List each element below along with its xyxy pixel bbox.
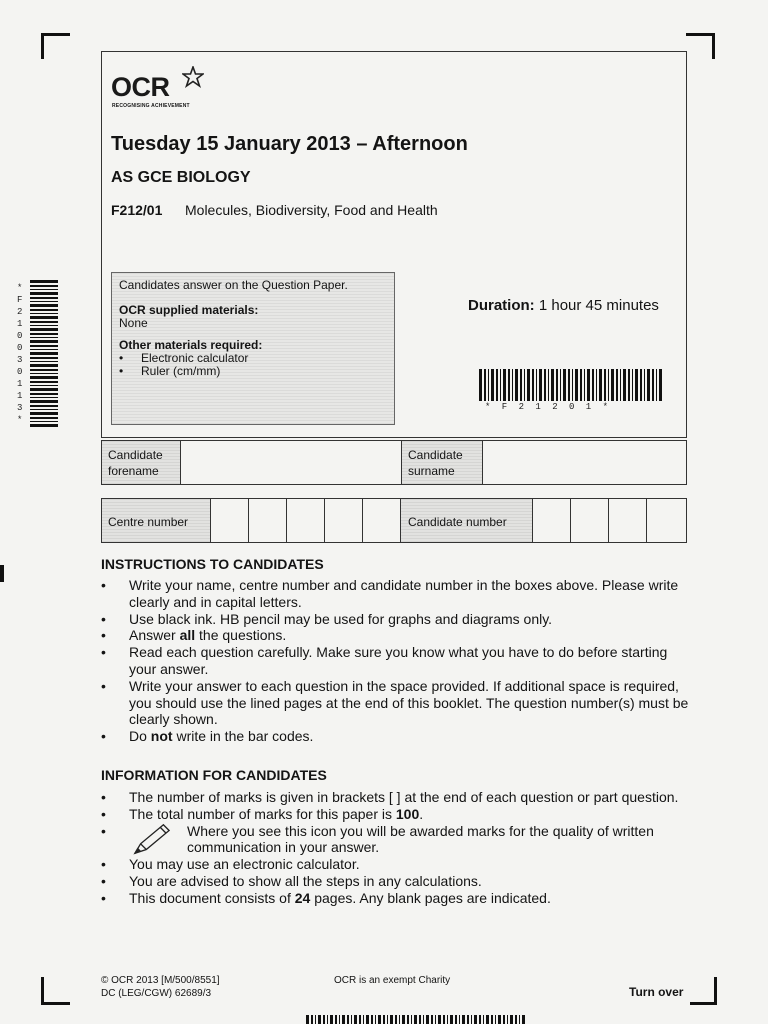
barcode-bar — [479, 1015, 481, 1024]
candidate-number-digit-3[interactable] — [609, 499, 646, 542]
barcode-bar — [479, 369, 482, 401]
barcode-bar — [399, 1015, 400, 1024]
barcode-bar — [30, 301, 58, 302]
barcode-bar — [30, 333, 58, 335]
barcode-bar — [30, 289, 58, 290]
barcode-bar — [599, 369, 602, 401]
barcode-bar — [402, 1015, 405, 1024]
barcode-bar — [532, 369, 534, 401]
turn-over: Turn over — [629, 985, 684, 999]
crop-mark-top-left-h — [41, 33, 70, 36]
barcode-bar — [30, 409, 58, 410]
barcode-bar — [455, 1015, 457, 1024]
barcode-bar — [30, 385, 58, 386]
barcode-bar — [30, 316, 58, 319]
charity-note: OCR is an exempt Charity — [334, 975, 451, 986]
logo-tagline: RECOGNISING ACHIEVEMENT — [112, 103, 190, 109]
barcode-bar — [311, 1015, 313, 1024]
barcode-side — [30, 280, 58, 430]
barcode-bar — [30, 292, 58, 295]
barcode-bar — [524, 369, 525, 401]
barcode-bar — [30, 400, 58, 403]
barcode-bar — [30, 412, 58, 415]
exam-subject: AS GCE BIOLOGY — [111, 169, 251, 186]
required-heading: Other materials required: — [119, 338, 263, 352]
barcode-bar — [378, 1015, 381, 1024]
barcode-bar — [407, 1015, 409, 1024]
barcode-bar — [330, 1015, 333, 1024]
barcode-bar — [30, 304, 58, 307]
barcode-bar — [548, 369, 549, 401]
barcode-bar — [30, 393, 58, 395]
barcode-bar — [483, 1015, 484, 1024]
crop-mark-top-left — [41, 33, 44, 59]
barcode-bar — [522, 1015, 525, 1024]
barcode-bar — [647, 369, 650, 401]
barcode-bar — [30, 381, 58, 383]
crop-mark-bottom-left — [41, 977, 44, 1005]
barcode-bar — [30, 337, 58, 338]
barcode-bar — [608, 369, 609, 401]
barcode-bar — [371, 1015, 373, 1024]
instruction-item: • Use black ink. HB pencil may be used for graphs and diagrams only. — [101, 611, 691, 628]
barcode-bar — [339, 1015, 340, 1024]
centre-number-digit-5[interactable] — [363, 499, 400, 542]
barcode-bar — [30, 328, 58, 331]
information-list — [101, 789, 691, 907]
barcode-bar — [596, 369, 597, 401]
barcode-bar — [604, 369, 606, 401]
barcode-bar — [656, 369, 657, 401]
barcode-bar — [635, 369, 638, 401]
barcode-bar — [395, 1015, 397, 1024]
barcode-bar — [474, 1015, 477, 1024]
candidate-number-digit-1[interactable] — [533, 499, 570, 542]
barcode-bar — [30, 424, 58, 427]
barcode-bar — [616, 369, 618, 401]
surname-field[interactable] — [483, 441, 686, 484]
barcode-bar — [390, 1015, 393, 1024]
barcode-bar — [500, 369, 501, 401]
barcode-bar — [484, 369, 486, 401]
instructions-list — [101, 577, 691, 745]
barcode-bar — [359, 1015, 361, 1024]
bullet: • — [119, 364, 124, 378]
crop-mark-top-right-h — [686, 33, 715, 36]
barcode-bar — [488, 369, 489, 401]
exam-date: Tuesday 15 January 2013 – Afternoon — [111, 133, 468, 155]
barcode-bar — [30, 357, 58, 359]
barcode-bar — [587, 369, 590, 401]
barcode-bar — [519, 1015, 520, 1024]
barcode-bar — [467, 1015, 469, 1024]
forename-label-2: forename — [108, 464, 159, 478]
barcode-bar — [30, 369, 58, 371]
barcode-bar — [347, 1015, 349, 1024]
centre-number-digit-4[interactable] — [325, 499, 362, 542]
barcode-bar — [419, 1015, 421, 1024]
barcode-bar — [450, 1015, 453, 1024]
barcode-bar — [426, 1015, 429, 1024]
barcode-bar — [30, 421, 58, 422]
registration-mark-left — [0, 565, 4, 582]
centre-number-digit-1[interactable] — [211, 499, 248, 542]
forename-label: Candidate — [108, 448, 163, 462]
required-item: Ruler (cm/mm) — [141, 364, 221, 378]
information-item: • This document consists of 24 pages. Any blank pages are indicated. — [101, 890, 691, 907]
paper-code: F212/01 — [111, 202, 163, 218]
barcode-bar — [486, 1015, 489, 1024]
barcode-bar — [536, 369, 537, 401]
crop-mark-top-right — [712, 33, 715, 59]
duration-value: 1 hour 45 minutes — [538, 297, 659, 314]
bullet: • — [119, 351, 124, 365]
barcode-bar — [563, 369, 566, 401]
barcode-bar — [30, 325, 58, 326]
barcode-right-digits: * F 2 1 2 0 1 * — [485, 402, 612, 412]
barcode-bar — [318, 1015, 321, 1024]
barcode-bottom — [306, 1015, 526, 1024]
barcode-bar — [354, 1015, 357, 1024]
crop-mark-bottom-left-h — [41, 1002, 70, 1005]
barcode-bar — [527, 369, 530, 401]
surname-label-2: surname — [408, 464, 455, 478]
barcode-bar — [580, 369, 582, 401]
ocr-logo: OCR — [111, 72, 170, 102]
instruction-item: • Write your name, centre number and candidate number in the boxes above. Please write clearly and in capital letters. — [101, 577, 691, 611]
barcode-bar — [592, 369, 594, 401]
barcode-bar — [520, 369, 522, 401]
barcode-bar — [447, 1015, 448, 1024]
barcode-bar — [383, 1015, 385, 1024]
information-heading: INFORMATION FOR CANDIDATES — [101, 767, 327, 783]
barcode-bar — [644, 369, 645, 401]
barcode-bar — [539, 369, 542, 401]
barcode-bar — [327, 1015, 328, 1024]
surname-label: Candidate — [408, 448, 463, 462]
candidate-number-digit-4[interactable] — [647, 499, 685, 542]
crop-mark-bottom-right — [714, 977, 717, 1005]
barcode-bar — [632, 369, 633, 401]
information-item: • You are advised to show all the steps in any calculations. — [101, 873, 691, 890]
supplied-heading: OCR supplied materials: — [119, 303, 259, 317]
barcode-bar — [620, 369, 621, 401]
barcode-bar — [575, 369, 578, 401]
barcode-bar — [30, 321, 58, 323]
barcode-bar — [375, 1015, 376, 1024]
candidate-number-grid — [101, 498, 687, 543]
star-icon — [182, 66, 204, 88]
barcode-bar — [30, 285, 58, 287]
barcode-bar — [556, 369, 558, 401]
barcode-bar — [572, 369, 573, 401]
copyright: © OCR 2013 [M/500/8551] — [101, 975, 220, 986]
barcode-bar — [435, 1015, 436, 1024]
barcode-bar — [387, 1015, 388, 1024]
barcode-bar — [351, 1015, 352, 1024]
instruction-item: • Answer all the questions. — [101, 627, 691, 644]
barcode-bar — [459, 1015, 460, 1024]
barcode-bar — [411, 1015, 412, 1024]
barcode-bar — [495, 1015, 496, 1024]
information-item: • Where you see this icon you will be awarded marks for the quality of written communication in your answer. — [101, 823, 691, 857]
barcode-bar — [366, 1015, 369, 1024]
barcode-bar — [30, 388, 58, 391]
barcode-bar — [628, 369, 630, 401]
barcode-bar — [584, 369, 585, 401]
pencil-icon — [129, 821, 175, 859]
barcode-bar — [306, 1015, 309, 1024]
barcode-bar — [611, 369, 614, 401]
barcode-bar — [491, 1015, 493, 1024]
barcode-bar — [30, 345, 58, 347]
forename-field[interactable] — [181, 441, 401, 484]
barcode-bar — [30, 397, 58, 398]
barcode-bar — [431, 1015, 433, 1024]
barcode-bar — [30, 349, 58, 350]
duration — [468, 297, 659, 314]
barcode-bar — [30, 313, 58, 314]
barcode-bar — [414, 1015, 417, 1024]
barcode-bar — [510, 1015, 513, 1024]
barcode-bar — [508, 369, 510, 401]
barcode-bar — [30, 340, 58, 343]
barcode-bar — [462, 1015, 465, 1024]
instruction-item: • Write your answer to each question in the space provided. If additional space is required, you should use the lined pages at the end of this booklet. The question number(s) must be clearly shown. — [101, 678, 691, 728]
barcode-bar — [507, 1015, 508, 1024]
barcode-bar — [342, 1015, 345, 1024]
barcode-right — [479, 369, 662, 401]
candidate-number-label: Candidate number — [408, 515, 507, 529]
centre-number-label: Centre number — [108, 515, 189, 529]
barcode-bar — [544, 369, 546, 401]
barcode-bar — [315, 1015, 316, 1024]
crop-mark-bottom-right-h — [690, 1002, 717, 1005]
answer-note: Candidates answer on the Question Paper. — [119, 278, 348, 292]
barcode-bar — [498, 1015, 501, 1024]
barcode-bar — [443, 1015, 445, 1024]
barcode-bar — [30, 364, 58, 367]
barcode-bar — [568, 369, 570, 401]
barcode-bar — [323, 1015, 325, 1024]
barcode-bar — [30, 373, 58, 374]
candidate-number-digit-2[interactable] — [571, 499, 608, 542]
information-item: • The total number of marks for this paper is 100. — [101, 806, 691, 823]
centre-number-digit-3[interactable] — [287, 499, 324, 542]
barcode-bar — [30, 361, 58, 362]
candidate-name-grid — [101, 440, 687, 485]
barcode-bar — [503, 1015, 505, 1024]
barcode-bar — [623, 369, 626, 401]
barcode-bar — [503, 369, 506, 401]
barcode-bar — [652, 369, 654, 401]
barcode-bar — [496, 369, 498, 401]
barcode-bar — [423, 1015, 424, 1024]
materials-box — [111, 272, 395, 425]
instruction-item: • Read each question carefully. Make sure you know what you have to do before starting your answer. — [101, 644, 691, 678]
instructions-heading: INSTRUCTIONS TO CANDIDATES — [101, 556, 324, 572]
barcode-bar — [30, 376, 58, 379]
barcode-bar — [30, 352, 58, 355]
barcode-bar — [363, 1015, 364, 1024]
barcode-bar — [515, 369, 518, 401]
supplied-value: None — [119, 316, 148, 330]
barcode-side-digits: *F210030113* — [17, 283, 23, 425]
document-ref: DC (LEG/CGW) 62689/3 — [101, 988, 212, 999]
duration-label: Duration: — [468, 297, 535, 314]
information-item: • The number of marks is given in brackets [ ] at the end of each question or part question. — [101, 789, 691, 806]
barcode-bar — [438, 1015, 441, 1024]
paper-title: Molecules, Biodiversity, Food and Health — [185, 202, 438, 218]
barcode-bar — [512, 369, 513, 401]
barcode-bar — [471, 1015, 472, 1024]
barcode-bar — [640, 369, 642, 401]
barcode-bar — [560, 369, 561, 401]
barcode-bar — [335, 1015, 337, 1024]
required-item: Electronic calculator — [141, 351, 249, 365]
barcode-bar — [659, 369, 662, 401]
barcode-bar — [515, 1015, 517, 1024]
barcode-bar — [491, 369, 494, 401]
barcode-bar — [30, 280, 58, 283]
information-item: • You may use an electronic calculator. — [101, 856, 691, 873]
barcode-bar — [30, 405, 58, 407]
barcode-bar — [30, 309, 58, 311]
instruction-item: • Do not write in the bar codes. — [101, 728, 691, 745]
centre-number-digit-2[interactable] — [249, 499, 286, 542]
barcode-bar — [30, 297, 58, 299]
barcode-bar — [551, 369, 554, 401]
barcode-bar — [30, 417, 58, 419]
